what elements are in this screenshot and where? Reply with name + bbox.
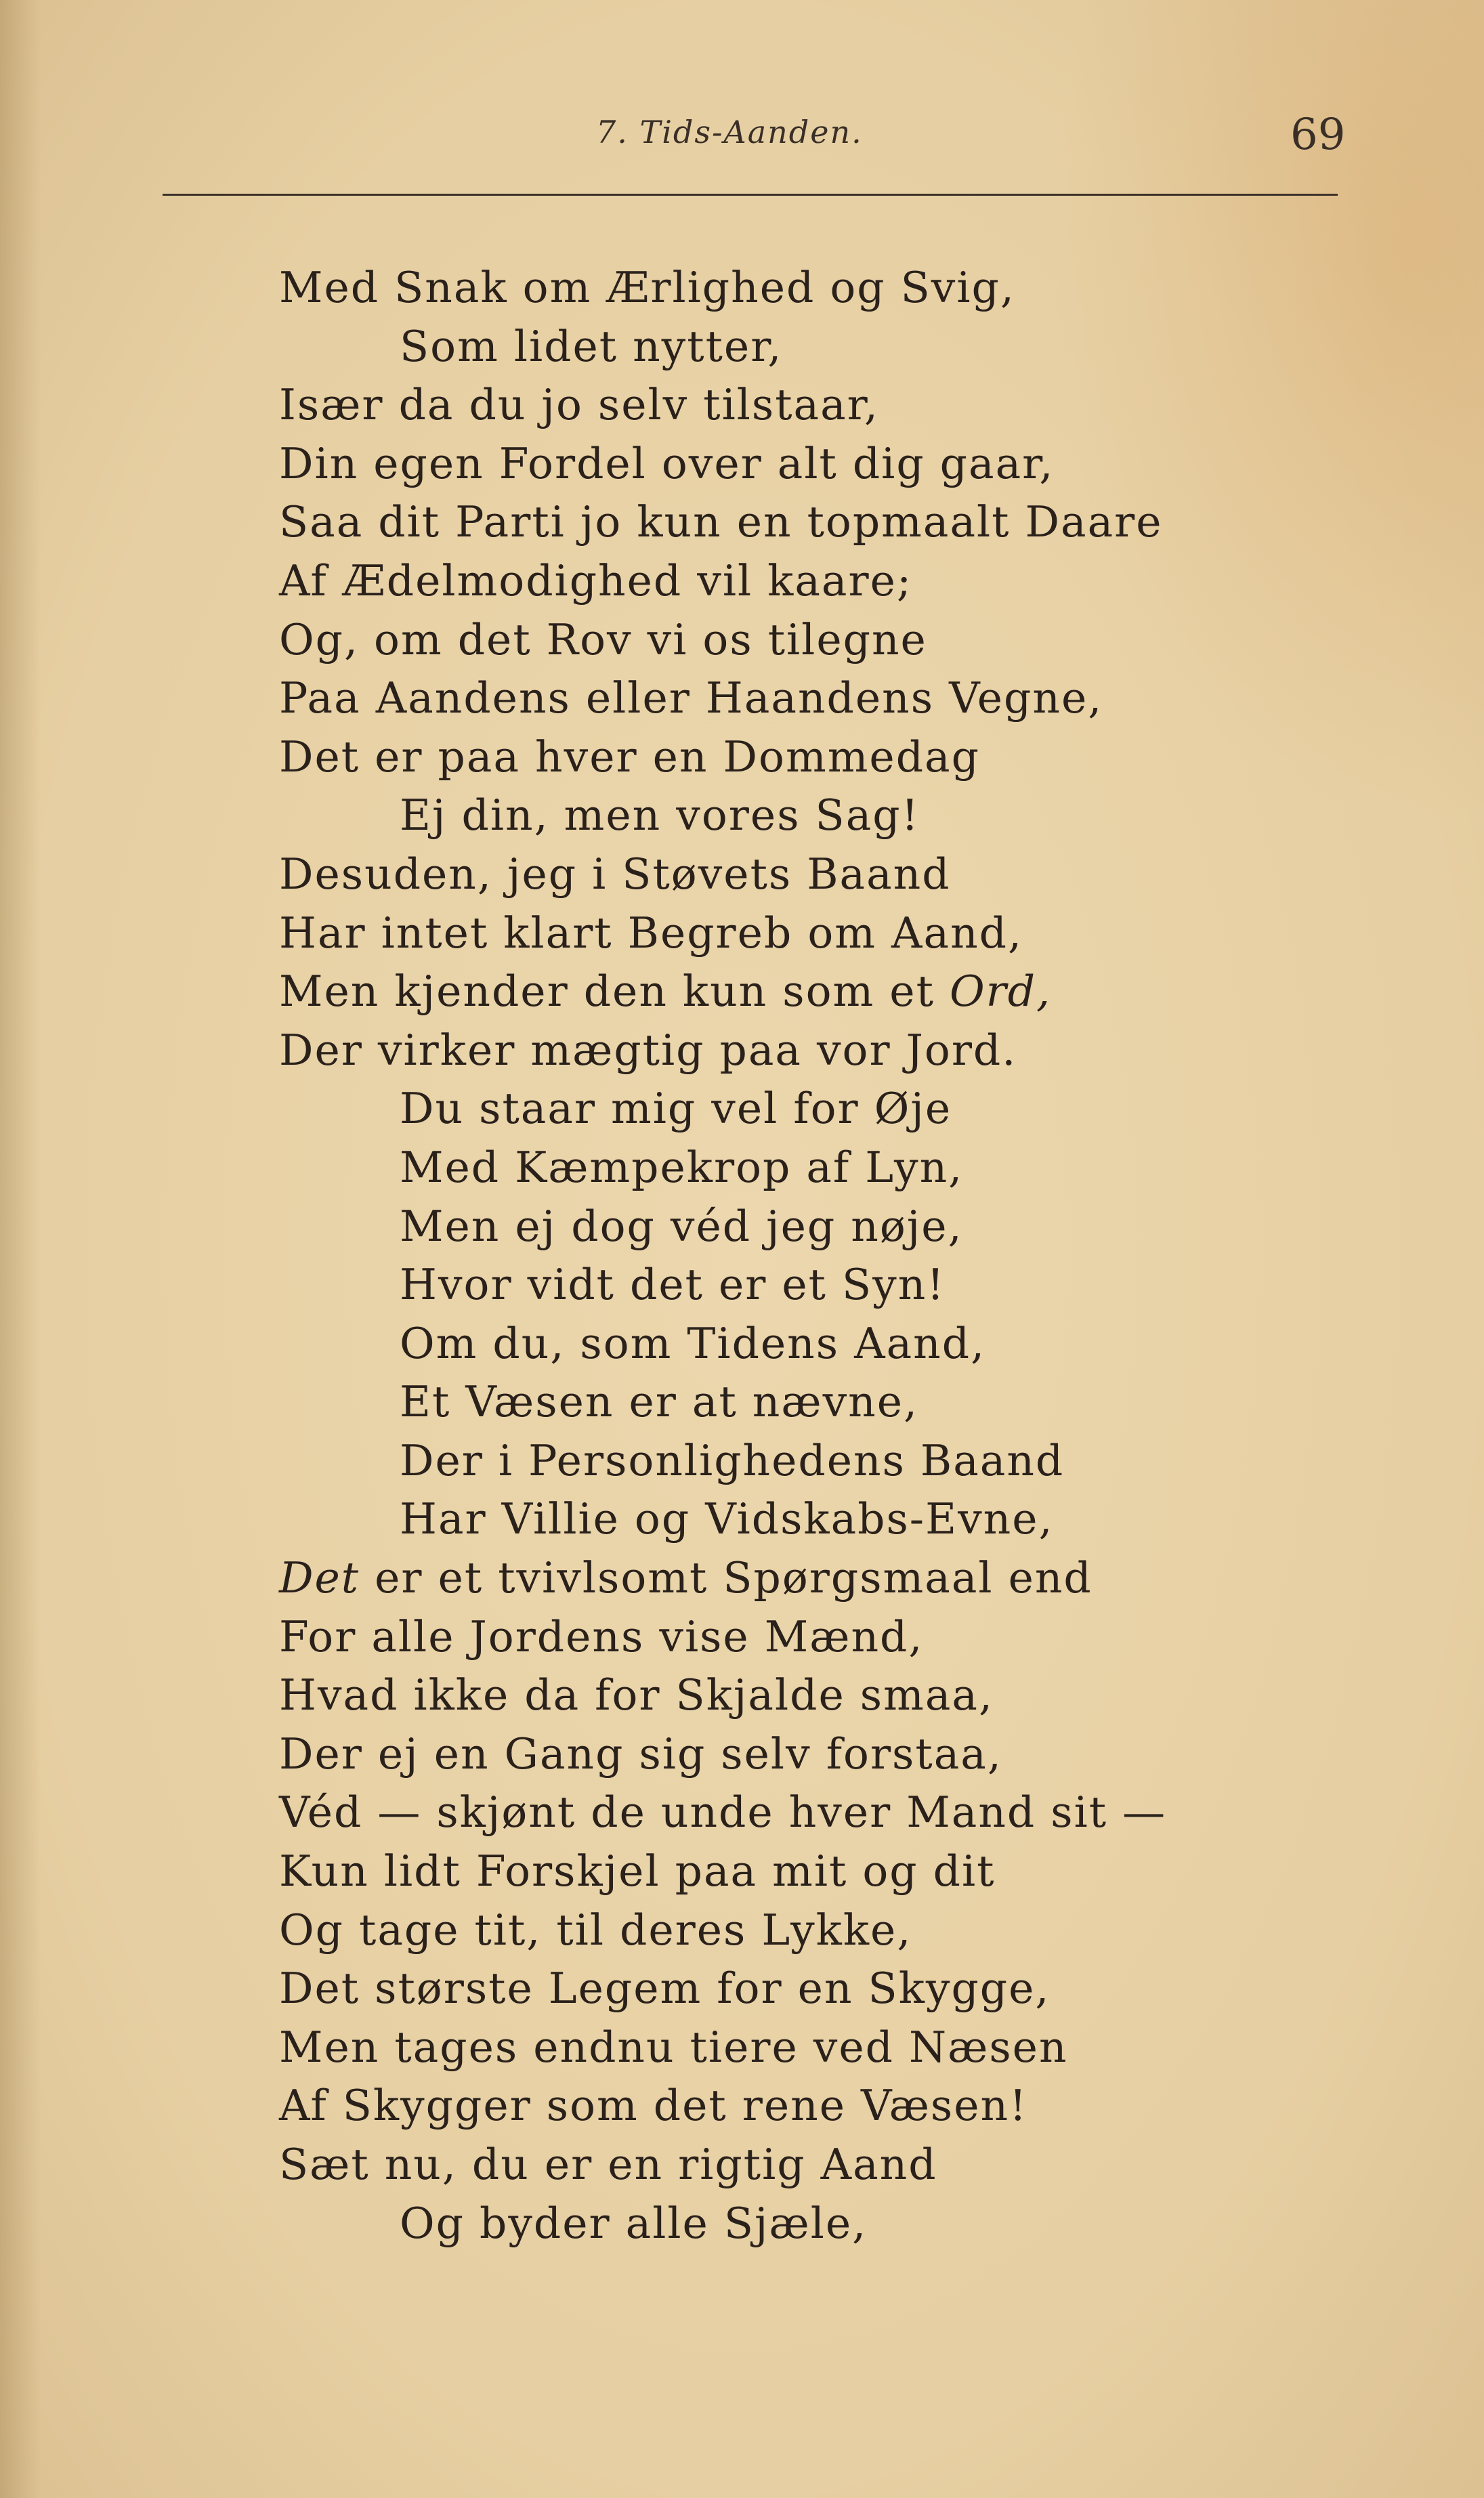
page-edge-shadow bbox=[0, 0, 41, 2498]
poem-line: Paa Aandens eller Haandens Vegne, bbox=[279, 673, 1103, 723]
poem-line: Der virker mægtig paa vor Jord. bbox=[279, 1025, 1017, 1075]
line-text: Men kjender den kun som et bbox=[279, 967, 950, 1017]
poem-line bbox=[279, 962, 1458, 1021]
poem-line: Det største Legem for en Skygge, bbox=[279, 1964, 1051, 2014]
emphasized-word: Det bbox=[279, 1553, 360, 1603]
emphasized-word: Ord, bbox=[949, 967, 1052, 1017]
poem-line: Om du, som Tidens Aand, bbox=[400, 1318, 986, 1368]
poem-line: Med Snak om Ærlighed og Svig, bbox=[279, 263, 1015, 312]
poem-line: Især da du jo selv tilstaar, bbox=[279, 380, 879, 430]
poem-line: Det er paa hver en Dommedag bbox=[279, 732, 980, 782]
page-header bbox=[0, 0, 1484, 203]
poem-line: Men ej dog véd jeg nøje, bbox=[400, 1201, 963, 1251]
poem-line: Har intet klart Begreb om Aand, bbox=[279, 908, 1023, 958]
poem-line: Men tages endnu tiere ved Næsen bbox=[279, 2022, 1068, 2072]
poem-line bbox=[279, 1549, 1458, 1608]
poem-line: Med Kæmpekrop af Lyn, bbox=[400, 1142, 964, 1192]
poem-line: Kun lidt Forskjel paa mit og dit bbox=[279, 1846, 996, 1897]
poem-line: Ej din, men vores Sag! bbox=[400, 790, 920, 841]
poem-line: Din egen Fordel over alt dig gaar, bbox=[279, 438, 1055, 488]
line-text: er et tvivlsomt Spørgsmaal end bbox=[360, 1553, 1093, 1603]
poem-line: Du staar mig vel for Øje bbox=[400, 1084, 952, 1134]
page-number: 69 bbox=[1290, 110, 1346, 160]
poem-line: Der i Personlighedens Baand bbox=[400, 1435, 1065, 1485]
header-rule bbox=[163, 194, 1338, 196]
poem-line: Som lidet nytter, bbox=[400, 321, 783, 371]
poem-line: Et Væsen er at nævne, bbox=[400, 1377, 919, 1427]
poem-text bbox=[279, 259, 1458, 2264]
poem-line: Véd — skjønt de unde hver Mand sit — bbox=[279, 1787, 1167, 1838]
poem-line: Har Villie og Vidskabs-Evne, bbox=[400, 1494, 1054, 1544]
poem-line: Der ej en Gang sig selv forstaa, bbox=[279, 1729, 1002, 1779]
poem-line: Af Ædelmodighed vil kaare; bbox=[279, 555, 913, 606]
poem-line: Af Skygger som det rene Væsen! bbox=[279, 2081, 1028, 2131]
poem-line: Og, om det Rov vi os tilegne bbox=[279, 614, 927, 664]
running-title: 7. Tids-Aanden. bbox=[596, 114, 863, 150]
poem-line: Og byder alle Sjæle, bbox=[400, 2198, 868, 2248]
poem-line: Hvor vidt det er et Syn! bbox=[400, 1260, 946, 1310]
poem-line: Desuden, jeg i Støvets Baand bbox=[279, 849, 951, 899]
poem-line: Og tage tit, til deres Lykke, bbox=[279, 1905, 912, 1955]
poem-line: For alle Jordens vise Mænd, bbox=[279, 1611, 924, 1661]
poem-line: Hvad ikke da for Skjalde smaa, bbox=[279, 1670, 994, 1720]
poem-line: Saa dit Parti jo kun en topmaalt Daare bbox=[279, 497, 1163, 547]
poem-line: Sæt nu, du er en rigtig Aand bbox=[279, 2140, 937, 2189]
